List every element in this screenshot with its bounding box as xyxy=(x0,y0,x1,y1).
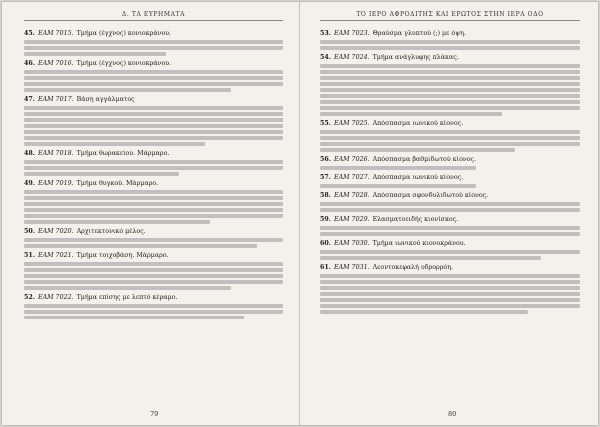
entry-lead: Λεοντοκεφαλή υδρορρόη. xyxy=(372,263,454,271)
text-line xyxy=(320,94,580,98)
text-line xyxy=(320,76,580,80)
entry-number: 56. xyxy=(320,155,331,163)
text-line xyxy=(320,232,580,236)
entry-lead: Αρχιτεκτονικό μέλος. xyxy=(76,227,146,235)
entry-number: 55. xyxy=(320,119,331,127)
text-line xyxy=(24,124,283,128)
text-line xyxy=(24,190,283,194)
text-line xyxy=(24,82,283,86)
entry-number: 58. xyxy=(320,191,331,199)
text-line xyxy=(320,286,580,290)
entry-code: ΕΑΜ 7026. xyxy=(333,155,370,163)
text-line xyxy=(24,310,283,314)
entry-number: 52. xyxy=(24,293,35,301)
catalogue-entry xyxy=(320,156,580,170)
text-line xyxy=(24,316,244,320)
text-line xyxy=(24,244,257,248)
entry-number: 60. xyxy=(320,239,331,247)
catalogue-entry xyxy=(320,30,580,50)
text-line xyxy=(24,160,283,164)
text-line xyxy=(24,268,283,272)
entry-heading xyxy=(24,180,283,188)
entry-list xyxy=(24,30,283,319)
entry-heading xyxy=(24,60,283,68)
text-line xyxy=(320,70,580,74)
text-line xyxy=(24,220,210,224)
catalogue-entry xyxy=(320,264,580,314)
text-line xyxy=(24,304,283,308)
entry-code: ΕΑΜ 7021. xyxy=(37,251,74,259)
entry-lead: Θραύσμα γλυπτού (;) με όψη. xyxy=(372,30,466,37)
text-line xyxy=(24,274,283,278)
entry-heading xyxy=(320,30,580,38)
catalogue-entry xyxy=(24,60,283,92)
entry-number: 61. xyxy=(320,263,331,271)
catalogue-entry xyxy=(24,150,283,176)
text-line xyxy=(320,310,528,314)
entry-code: ΕΑΜ 7024. xyxy=(333,53,370,61)
entry-lead: Τμήμα ιωνικού κιονοκράνου. xyxy=(372,239,466,247)
entry-number: 50. xyxy=(24,227,35,235)
text-line xyxy=(24,196,283,200)
entry-heading xyxy=(320,174,580,182)
text-line xyxy=(320,46,580,50)
catalogue-entry xyxy=(24,252,283,290)
entry-lead: Τμήμα (έγχνος) κονιοκράνου. xyxy=(76,59,172,67)
catalogue-entry xyxy=(24,228,283,248)
text-line xyxy=(320,142,580,146)
entry-number: 59. xyxy=(320,215,331,223)
entry-heading xyxy=(320,264,580,272)
entry-code: ΕΑΜ 7022. xyxy=(37,293,74,301)
entry-lead: Τμήμα ανάγλυφης πλάκας. xyxy=(372,53,459,61)
text-line xyxy=(24,118,283,122)
entry-number: 53. xyxy=(320,30,331,37)
entry-number: 49. xyxy=(24,179,35,187)
text-line xyxy=(24,172,179,176)
text-line xyxy=(320,208,580,212)
entry-code: ΕΑΜ 7017. xyxy=(37,95,74,103)
entry-number: 51. xyxy=(24,251,35,259)
text-line xyxy=(24,106,283,110)
entry-heading xyxy=(320,192,580,200)
entry-number: 46. xyxy=(24,59,35,67)
catalogue-entry xyxy=(320,54,580,116)
entry-lead: Απόσπασμα ιωνικού κίονος. xyxy=(372,173,464,181)
entry-heading xyxy=(320,216,580,224)
entry-number: 47. xyxy=(24,95,35,103)
entry-code: ΕΑΜ 7020. xyxy=(37,227,74,235)
text-line xyxy=(24,46,283,50)
text-line xyxy=(320,166,476,170)
text-line xyxy=(320,112,502,116)
entry-heading xyxy=(24,150,283,158)
catalogue-entry xyxy=(24,294,283,320)
entry-lead: Ελασματοειδής κιονίσκος. xyxy=(372,215,459,223)
text-line xyxy=(320,250,580,254)
text-line xyxy=(320,304,580,308)
entry-heading xyxy=(24,228,283,236)
entry-heading xyxy=(320,54,580,62)
text-line xyxy=(24,52,166,56)
entry-lead: Τμήμα τοιχοβάση. Μάρμαρο. xyxy=(76,251,169,259)
entry-heading xyxy=(320,156,580,164)
entry-code: ΕΑΜ 7030. xyxy=(333,239,370,247)
text-line xyxy=(320,82,580,86)
text-line xyxy=(24,112,283,116)
entry-heading xyxy=(320,240,580,248)
left-page xyxy=(2,2,300,425)
entry-number: 57. xyxy=(320,173,331,181)
text-line xyxy=(24,262,283,266)
running-head: Δ. ΤΑ ΕΥΡΗΜΑΤΑ xyxy=(24,11,283,21)
entry-code: ΕΑΜ 7015. xyxy=(37,30,74,37)
entry-code: ΕΑΜ 7027. xyxy=(333,173,370,181)
running-head: ΤΟ ΙΕΡΟ ΑΦΡΟΔΙΤΗΣ ΚΑΙ ΕΡΩΤΟΣ ΣΤΗΝ ΙΕΡΑ ΟΔΟ xyxy=(320,11,580,21)
catalogue-entry xyxy=(320,120,580,152)
entry-code: ΕΑΜ 7031. xyxy=(333,263,370,271)
entry-code: ΕΑΜ 7025. xyxy=(333,119,370,127)
text-line xyxy=(320,292,580,296)
entry-code: ΕΑΜ 7028. xyxy=(333,191,370,199)
entry-number: 54. xyxy=(320,53,331,61)
entry-lead: Τμήμα θωρακείου. Μάρμαρο. xyxy=(76,149,170,157)
entry-code: ΕΑΜ 7019. xyxy=(37,179,74,187)
entry-number: 45. xyxy=(24,30,35,37)
text-line xyxy=(320,88,580,92)
text-line xyxy=(320,106,580,110)
text-line xyxy=(24,166,283,170)
text-line xyxy=(24,136,283,140)
text-line xyxy=(24,238,283,242)
page-number: 80 xyxy=(448,410,457,418)
entry-number: 48. xyxy=(24,149,35,157)
right-page xyxy=(300,2,598,425)
text-line xyxy=(320,280,580,284)
text-line xyxy=(320,130,580,134)
text-line xyxy=(320,202,580,206)
entry-lead: Τμήμα επίσης με λεπτό κέραμο. xyxy=(76,293,178,301)
text-line xyxy=(24,214,283,218)
entry-code: ΕΑΜ 7016. xyxy=(37,59,74,67)
entry-code: ΕΑΜ 7023. xyxy=(333,30,370,37)
text-line xyxy=(24,280,283,284)
book-spread xyxy=(2,2,598,425)
text-line xyxy=(320,256,541,260)
text-line xyxy=(320,40,580,44)
catalogue-entry xyxy=(24,30,283,56)
entry-lead: Απόσπασμα βαθμιδωτού κίονος. xyxy=(372,155,477,163)
text-line xyxy=(320,64,580,68)
entry-heading xyxy=(24,294,283,302)
entry-code: ΕΑΜ 7018. xyxy=(37,149,74,157)
catalogue-entry xyxy=(24,96,283,146)
page-number: 79 xyxy=(150,410,159,418)
text-line xyxy=(320,184,476,188)
catalogue-entry xyxy=(320,240,580,260)
text-line xyxy=(24,40,283,44)
text-line xyxy=(24,286,231,290)
text-line xyxy=(320,298,580,302)
text-line xyxy=(320,136,580,140)
catalogue-entry xyxy=(24,180,283,224)
entry-lead: Τμήμα (έγχνος) κονιοκράνου. xyxy=(76,30,172,37)
entry-heading xyxy=(24,96,283,104)
text-line xyxy=(24,88,231,92)
entry-list xyxy=(320,30,580,314)
text-line xyxy=(320,274,580,278)
entry-heading xyxy=(24,252,283,260)
entry-code: ΕΑΜ 7029. xyxy=(333,215,370,223)
catalogue-entry xyxy=(320,216,580,236)
text-line xyxy=(24,208,283,212)
text-line xyxy=(320,148,515,152)
text-line xyxy=(320,226,580,230)
entry-heading xyxy=(24,30,283,38)
catalogue-entry xyxy=(320,174,580,188)
text-line xyxy=(24,76,283,80)
text-line xyxy=(24,202,283,206)
entry-lead: Απόσπασμα ιωνικού κίονος. xyxy=(372,119,464,127)
text-line xyxy=(320,100,580,104)
catalogue-entry xyxy=(320,192,580,212)
text-line xyxy=(24,130,283,134)
entry-heading xyxy=(320,120,580,128)
entry-lead: Τμήμα θυγκού. Μάρμαρο. xyxy=(76,179,159,187)
entry-lead: Βάση αγγάλματος xyxy=(76,95,135,103)
text-line xyxy=(24,70,283,74)
entry-lead: Απόσπασμα σφονδυλιδωτού κίονος. xyxy=(372,191,489,199)
text-line xyxy=(24,142,205,146)
